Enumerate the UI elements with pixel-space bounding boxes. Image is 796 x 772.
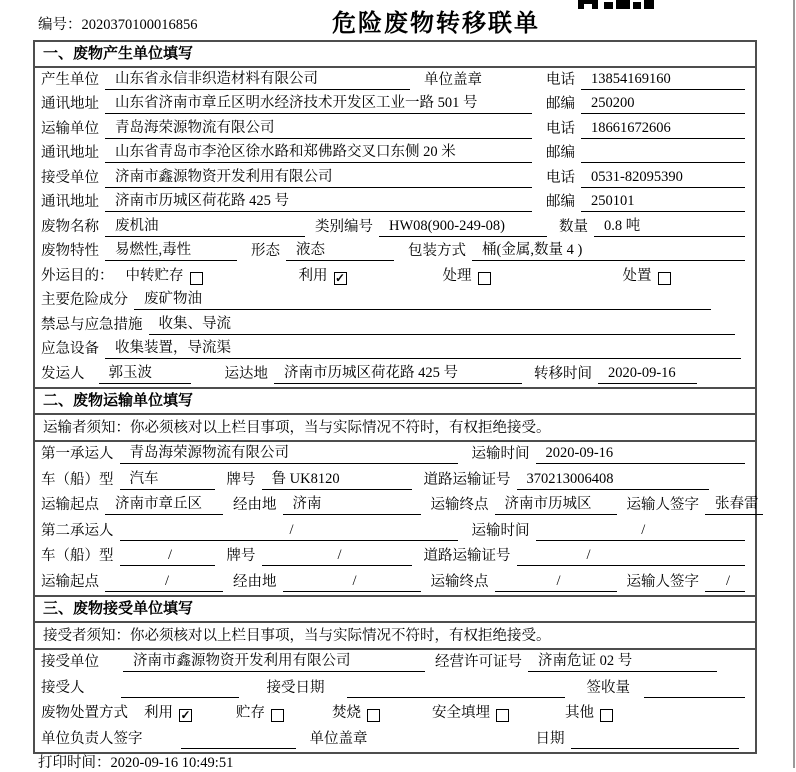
checkbox-treat (478, 272, 491, 285)
transporter-label: 运输单位 (41, 120, 99, 137)
option-label: 其他 (565, 705, 594, 721)
transfer-time-value: 2020-09-16 (598, 365, 697, 384)
via-value: 济南 (283, 492, 421, 515)
taboo-label: 禁忌与应急措施 (41, 316, 143, 333)
print-time-value: 2020-09-16 10:49:51 (110, 755, 234, 771)
phone-value: 18661672606 (581, 120, 745, 139)
first-route-row (35, 493, 759, 519)
phone-label: 电话 (546, 169, 575, 186)
address-value: 济南市历城区荷花路 425 号 (105, 189, 532, 212)
taboo-measures-row (35, 313, 755, 338)
taboo-value: 收集、导流 (149, 312, 736, 335)
endpoint-label: 运输终点 (430, 497, 489, 513)
serial-number (38, 13, 198, 34)
section-transporter (33, 387, 757, 597)
transport-time-label: 运输时间 (471, 522, 530, 539)
category-value: HW08(900-249-08) (379, 218, 547, 237)
transport-time-value: / (536, 522, 746, 541)
receiver-row (35, 166, 755, 191)
endpoint-label: 运输终点 (430, 573, 489, 590)
checkbox-other (600, 709, 613, 722)
manager-signature-row (35, 726, 755, 752)
vehicle-type-value: / (120, 547, 215, 566)
second-route-row (35, 569, 755, 595)
shipper-label: 发运人 (41, 365, 85, 382)
destination-label: 运达地 (224, 365, 268, 382)
vehicle-type-value: 汽车 (120, 467, 215, 490)
received-qty-value (644, 680, 745, 698)
section3-title: 三、废物接受单位填写 (35, 597, 755, 623)
serial-label: 编号： (38, 17, 82, 33)
carrier-sign-label: 运输人签字 (626, 573, 699, 590)
hazard-label: 主要危险成分 (41, 292, 128, 308)
transporter-notice: 运输者须知：你必须核对以上栏目事项，当与实际情况不符时，有权拒绝接受。 (35, 415, 755, 442)
qr-code-icon (578, 0, 654, 9)
checkbox-dispose (658, 272, 671, 285)
hazard-component-row (35, 289, 755, 314)
option-label: 利用 (144, 705, 173, 721)
carrier-value: 青岛海荣源物流有限公司 (120, 441, 458, 464)
shipper-value: 郭玉波 (99, 361, 191, 384)
receiver-address-row (35, 191, 755, 216)
zip-label: 邮编 (546, 145, 575, 161)
document-header (0, 0, 796, 40)
plate-label: 牌号 (226, 471, 256, 488)
date-label: 日期 (535, 730, 565, 747)
section2-title: 二、废物运输单位填写 (35, 389, 755, 415)
page-title: 危险废物转移联单 (332, 11, 540, 37)
via-label: 经由地 (233, 497, 277, 513)
producer-label: 产生单位 (41, 71, 99, 88)
carrier-sign-value: / (705, 573, 745, 592)
receiver-value: 济南市鑫源物资开发利用有限公司 (105, 165, 532, 188)
seal-label: 单位盖章 (309, 730, 368, 747)
recipient-label: 接受人 (41, 679, 85, 696)
date-value (571, 731, 740, 749)
option-label: 焚烧 (332, 705, 361, 721)
option-label: 中转贮存 (125, 267, 184, 284)
print-time (38, 751, 233, 772)
option-label: 处置 (622, 267, 652, 284)
second-vehicle-row (35, 544, 755, 570)
plate-label: 牌号 (226, 548, 256, 564)
checkbox-landfill (496, 709, 509, 722)
license-label: 经营许可证号 (435, 654, 522, 670)
equipment-label: 应急设备 (41, 341, 99, 357)
address-label: 通讯地址 (41, 96, 99, 112)
license-value: 济南危证 02 号 (528, 649, 717, 672)
receiver-label: 接受单位 (41, 169, 99, 186)
carrier-sign-label: 运输人签字 (626, 497, 699, 513)
equipment-value: 收集装置，导流渠 (105, 336, 741, 359)
zip-value (581, 145, 745, 163)
checkbox-incinerate (367, 709, 380, 722)
checkbox-store (271, 709, 284, 722)
producer-row (35, 68, 755, 93)
address-label: 通讯地址 (41, 194, 99, 210)
first-vehicle-row (35, 467, 755, 493)
disposal-label: 废物处置方式 (41, 705, 128, 721)
form-value: 液态 (286, 238, 394, 261)
recipient-value (121, 680, 239, 698)
transporter-address-row (35, 142, 755, 167)
second-carrier-row (35, 518, 755, 544)
checkbox-utilize: ✓ (334, 270, 346, 285)
packaging-value: 桶(金属,数量 4 ) (472, 238, 745, 261)
option-label: 处理 (442, 267, 472, 284)
manager-sign-value (181, 731, 296, 749)
phone-label: 电话 (546, 120, 575, 137)
waste-characteristics-row (35, 240, 755, 265)
plate-value: / (262, 547, 412, 566)
serial-value: 2020370100016856 (81, 17, 198, 33)
carrier-value: / (120, 522, 458, 541)
category-label: 类别编号 (315, 218, 373, 235)
characteristics-label: 废物特性 (41, 243, 99, 259)
road-permit-value: / (517, 547, 746, 566)
transfer-time-label: 转移时间 (534, 365, 592, 382)
address-value: 山东省济南市章丘区明水经济技术开发区工业一路 501 号 (105, 91, 532, 114)
option-label: 利用 (298, 267, 328, 284)
receiver-notice: 接受者须知：你必须核对以上栏目事项，当与实际情况不符时，有权拒绝接受。 (35, 623, 755, 650)
endpoint-value: 济南市历城区 (495, 492, 617, 515)
page-right-edge (793, 0, 795, 768)
zip-value: 250101 (581, 193, 745, 212)
seal-label: 单位盖章 (424, 71, 482, 88)
destination-value: 济南市历城区荷花路 425 号 (274, 361, 522, 384)
emergency-equipment-row (35, 338, 755, 363)
phone-value: 13854169160 (581, 71, 745, 90)
shipper-row (35, 362, 755, 387)
plate-value: 鲁 UK8120 (262, 467, 412, 490)
transporter-value: 青岛海荣源物流有限公司 (105, 116, 532, 139)
section-producer (33, 40, 757, 389)
transporter-row (35, 117, 755, 142)
carrier-sign-value: 张春雷 (705, 492, 763, 515)
waste-name-row (35, 215, 755, 240)
origin-value: / (105, 573, 223, 592)
address-label: 通讯地址 (41, 145, 99, 161)
form-label: 形态 (251, 243, 280, 259)
receiving-unit-row (35, 650, 755, 676)
disposal-method-row (35, 701, 755, 727)
first-carrier-row (35, 442, 755, 468)
zip-label: 邮编 (546, 96, 575, 112)
zip-value: 250200 (581, 95, 745, 114)
quantity-label: 数量 (559, 218, 588, 235)
option-label: 贮存 (236, 705, 265, 721)
purpose-label: 外运目的： (41, 267, 114, 284)
receiver-value: 济南市鑫源物资开发利用有限公司 (123, 649, 425, 672)
characteristics-value: 易燃性,毒性 (105, 238, 237, 261)
road-permit-label: 道路运输证号 (423, 548, 511, 564)
waste-name-label: 废物名称 (41, 218, 99, 235)
receive-date-label: 接受日期 (266, 679, 325, 696)
purpose-row (35, 264, 755, 289)
section-receiver (33, 595, 757, 754)
via-label: 经由地 (233, 573, 277, 590)
print-time-label: 打印时间： (38, 755, 111, 771)
endpoint-value: / (495, 573, 617, 592)
transport-time-label: 运输时间 (471, 446, 530, 462)
road-permit-value: 370213006408 (517, 471, 710, 490)
transport-time-value: 2020-09-16 (536, 445, 746, 464)
quantity-value: 0.8 吨 (594, 214, 745, 237)
origin-label: 运输起点 (41, 573, 99, 590)
producer-address-row (35, 93, 755, 118)
hazard-value: 废矿物油 (134, 287, 711, 310)
recipient-row (35, 675, 755, 701)
checkbox-transfer-storage (190, 272, 203, 285)
checkbox-utilize: ✓ (180, 708, 191, 722)
packaging-label: 包装方式 (408, 243, 466, 259)
producer-value: 山东省永信非织造材料有限公司 (105, 67, 410, 90)
manager-sign-label: 单位负责人签字 (41, 730, 143, 747)
via-value: / (283, 573, 421, 592)
option-label: 安全填埋 (432, 705, 490, 721)
carrier-label: 第一承运人 (41, 446, 114, 462)
carrier-label: 第二承运人 (41, 522, 114, 539)
received-qty-label: 签收量 (586, 679, 630, 696)
receiver-label: 接受单位 (41, 654, 99, 670)
vehicle-type-label: 车（船）型 (41, 548, 114, 564)
address-value: 山东省青岛市李沧区徐水路和郑佛路交叉口东侧 20 米 (105, 140, 532, 163)
section1-title: 一、废物产生单位填写 (35, 42, 755, 68)
origin-value: 济南市章丘区 (105, 492, 223, 515)
origin-label: 运输起点 (41, 497, 99, 513)
phone-value: 0531-82095390 (581, 169, 745, 188)
waste-name-value: 废机油 (105, 214, 305, 237)
zip-label: 邮编 (546, 194, 575, 210)
vehicle-type-label: 车（船）型 (41, 471, 114, 488)
phone-label: 电话 (546, 71, 575, 88)
receive-date-value (347, 680, 565, 698)
road-permit-label: 道路运输证号 (423, 471, 511, 488)
